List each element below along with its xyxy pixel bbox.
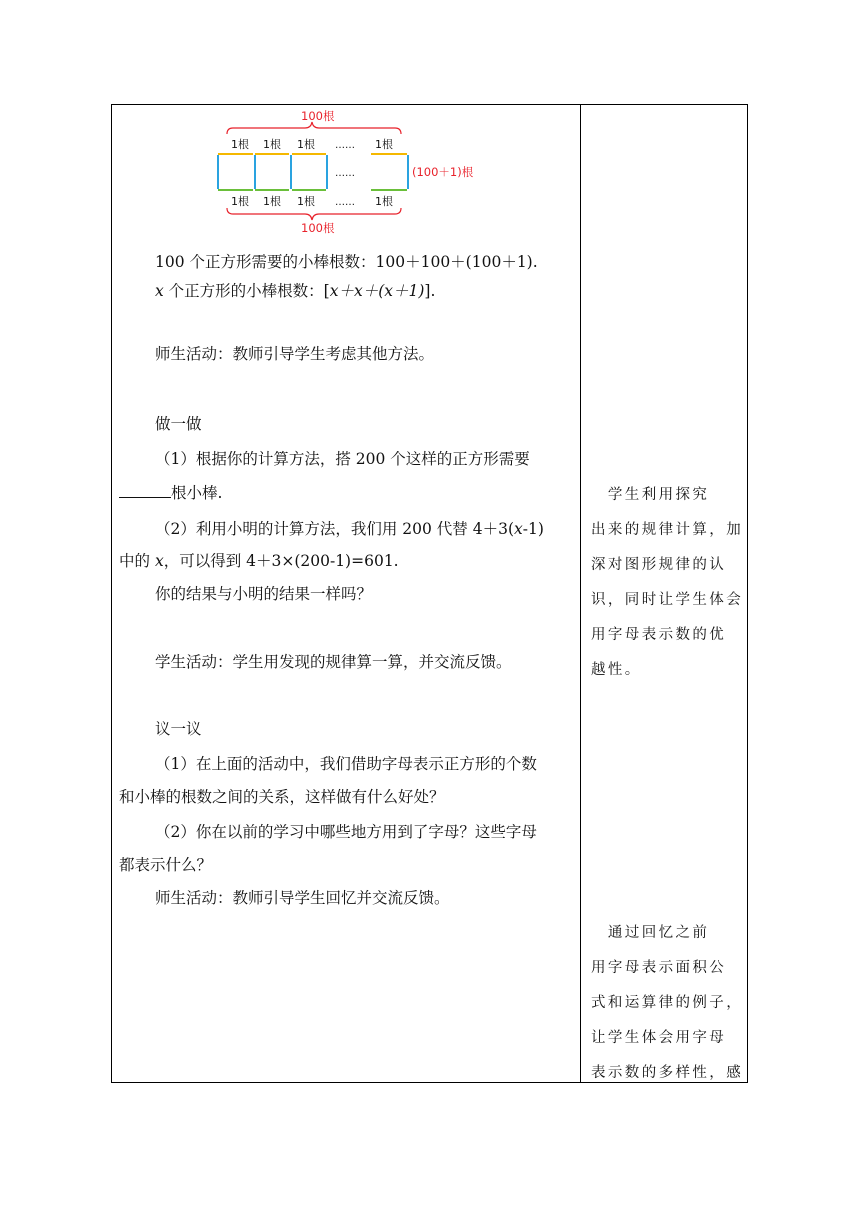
bottom-label-2: 1根 bbox=[263, 195, 281, 208]
question-2-mid: 中的 bbox=[119, 552, 155, 570]
bottom-label-3: 1根 bbox=[297, 195, 315, 208]
answer-blank bbox=[119, 483, 171, 498]
question-1-line-1: （1）根据你的计算方法，搭 200 个这样的正方形需要 bbox=[155, 450, 530, 468]
activity-students: 学生活动：学生用发现的规律算一算，并交流反馈。 bbox=[155, 653, 512, 671]
variable-x: x bbox=[155, 282, 164, 300]
bottom-brace bbox=[227, 208, 401, 220]
note-2-line-4: 让学生体会用字母 bbox=[591, 1030, 727, 1046]
formula-x-end: ]. bbox=[424, 282, 436, 300]
top-label-2: 1根 bbox=[263, 138, 281, 151]
question-2-result: ，可以得到 4＋3×(200-1)=601. bbox=[163, 552, 399, 570]
formula-100-squares: 100 个正方形需要的小棒根数：100＋100＋(100＋1). bbox=[155, 253, 538, 271]
question-2-end: -1) bbox=[522, 520, 544, 538]
discuss-1-line-2: 和小棒的根数之间的关系，这样做有什么好处？ bbox=[119, 788, 445, 806]
note-2-line-3: 式和运算律的例子， bbox=[591, 995, 744, 1011]
bottom-label-1: 1根 bbox=[231, 195, 249, 208]
bottom-label-4: 1根 bbox=[375, 195, 393, 208]
note-1-line-3: 深对图形规律的认 bbox=[591, 557, 727, 573]
note-1-line-1: 学生利用探究 bbox=[591, 487, 710, 503]
section-title-do: 做一做 bbox=[155, 415, 202, 433]
note-1-line-5: 用字母表示数的优 bbox=[591, 627, 727, 643]
design-note-2 bbox=[591, 916, 744, 1091]
question-1-tail: 根小棒. bbox=[171, 484, 223, 502]
bottom-ellipsis: …… bbox=[335, 197, 355, 208]
discuss-2-line-1: （2）你在以前的学习中哪些地方用到了字母？这些字母 bbox=[155, 823, 537, 841]
question-3: 你的结果与小明的结果一样吗？ bbox=[155, 585, 373, 603]
top-ellipsis: …… bbox=[335, 140, 355, 151]
top-label-3: 1根 bbox=[297, 138, 315, 151]
right-total-label: (100＋1)根 bbox=[412, 165, 474, 179]
question-2-variable-2: x bbox=[154, 552, 164, 570]
question-2-variable: x bbox=[514, 520, 523, 538]
formula-x-text: 个正方形的小棒根数：[ bbox=[163, 282, 330, 300]
note-2-line-2: 用字母表示面积公 bbox=[591, 960, 727, 976]
matchstick-squares-figure bbox=[205, 106, 495, 236]
activity-teacher-students: 师生活动：教师引导学生考虑其他方法。 bbox=[155, 345, 435, 363]
note-2-line-5: 表示数的多样性，感 bbox=[591, 1065, 744, 1081]
top-brace bbox=[227, 122, 401, 134]
activity-recall: 师生活动：教师引导学生回忆并交流反馈。 bbox=[155, 889, 450, 907]
discuss-2-line-2: 都表示什么？ bbox=[119, 856, 213, 874]
column-divider bbox=[580, 104, 581, 1083]
formula-x-expression: x＋x＋(x＋1) bbox=[329, 282, 425, 300]
top-total-label: 100根 bbox=[301, 109, 335, 123]
note-2-line-1: 通过回忆之前 bbox=[591, 925, 710, 941]
formula-x-squares bbox=[155, 281, 435, 301]
discuss-1-line-1: （1）在上面的活动中，我们借助字母表示正方形的个数 bbox=[155, 755, 537, 773]
question-2-text: （2）利用小明的计算方法，我们用 200 代替 4＋3( bbox=[155, 520, 514, 538]
design-note-1 bbox=[591, 478, 744, 688]
question-2-line-2 bbox=[119, 551, 399, 571]
section-title-discuss: 议一议 bbox=[155, 720, 202, 738]
note-1-line-2: 出来的规律计算，加 bbox=[591, 522, 744, 538]
top-label-1: 1根 bbox=[231, 138, 249, 151]
question-1-line-2 bbox=[119, 483, 222, 503]
question-2-line-1 bbox=[155, 519, 544, 539]
bottom-total-label: 100根 bbox=[301, 221, 335, 235]
middle-ellipsis: …… bbox=[335, 168, 355, 179]
top-label-4: 1根 bbox=[375, 138, 393, 151]
note-1-line-4: 识，同时让学生体会 bbox=[591, 592, 744, 608]
note-1-line-6: 越性。 bbox=[591, 662, 642, 678]
